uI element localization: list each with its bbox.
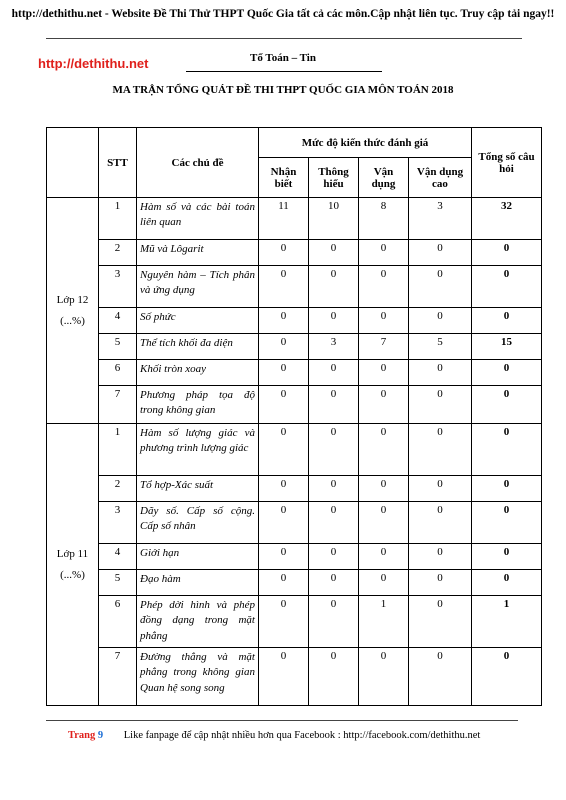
total-cell: 0 [472,570,542,596]
level-count-cell: 0 [309,424,359,476]
topic-cell: Đường thẳng và mặt phẳng trong không gian Quan hệ song song [137,648,259,706]
table-row [47,596,542,648]
department-underline [186,71,382,72]
level-count-cell: 0 [259,648,309,706]
stt-cell: 7 [99,386,137,424]
level-count-cell: 3 [409,198,472,240]
exam-matrix-table [46,127,542,706]
level-count-cell: 0 [359,476,409,502]
level-count-cell: 0 [259,596,309,648]
level-count-cell: 0 [309,596,359,648]
level-count-cell: 0 [409,424,472,476]
stt-cell: 5 [99,334,137,360]
stt-cell: 4 [99,544,137,570]
level-count-cell: 0 [409,360,472,386]
stt-cell: 6 [99,596,137,648]
grade-cell [47,424,99,706]
stt-cell: 2 [99,240,137,266]
level-count-cell: 0 [309,544,359,570]
stt-cell: 6 [99,360,137,386]
table-row [47,334,542,360]
table-row [47,502,542,544]
total-cell: 0 [472,240,542,266]
stt-cell: 3 [99,266,137,308]
table-row [47,266,542,308]
total-cell: 0 [472,476,542,502]
header-level-3: Vận dụng [359,158,409,198]
level-count-cell: 0 [409,502,472,544]
page-number: 9 [97,730,104,741]
level-count-cell: 0 [359,502,409,544]
level-count-cell: 0 [359,544,409,570]
table-row [47,648,542,706]
table-row [47,476,542,502]
total-cell: 15 [472,334,542,360]
level-count-cell: 0 [259,544,309,570]
level-count-cell: 0 [359,308,409,334]
level-count-cell: 0 [409,596,472,648]
department-label: Tổ Toán – Tin [250,52,316,64]
level-count-cell: 0 [409,476,472,502]
table-row [47,386,542,424]
stt-cell: 4 [99,308,137,334]
level-count-cell: 5 [409,334,472,360]
level-count-cell: 0 [359,360,409,386]
level-count-cell: 0 [309,308,359,334]
level-count-cell: 0 [309,386,359,424]
level-count-cell: 0 [259,240,309,266]
grade-cell [47,198,99,424]
level-count-cell: 0 [409,544,472,570]
level-count-cell: 0 [359,240,409,266]
level-count-cell: 0 [409,648,472,706]
topic-cell: Đạo hàm [137,570,259,596]
level-count-cell: 0 [409,570,472,596]
matrix-body [47,198,542,706]
grade-label: Lớp 11 [56,547,89,560]
header-level-2: Thông hiểu [309,158,359,198]
header-blank-cell [47,128,99,198]
header-level-group: Mức độ kiến thức đánh giá [259,128,472,158]
grade-percent: (...%) [60,314,85,327]
total-cell: 0 [472,424,542,476]
level-count-cell: 8 [359,198,409,240]
level-count-cell: 0 [259,502,309,544]
level-count-cell: 11 [259,198,309,240]
table-row [47,240,542,266]
header-total: Tổng số câu hỏi [472,128,542,198]
site-link[interactable]: http://dethithu.net [38,56,149,71]
topic-cell: Dãy số. Cấp số cộng. Cấp số nhân [137,502,259,544]
level-count-cell: 0 [409,266,472,308]
header-level-4: Vận dụng cao [409,158,472,198]
level-count-cell: 10 [309,198,359,240]
grade-label: Lớp 12 [56,293,89,306]
header-rule [46,38,522,39]
document-title: MA TRẬN TỔNG QUÁT ĐỀ THI THPT QUỐC GIA MÔN TOÁN 2018 [112,84,454,96]
level-count-cell: 0 [259,476,309,502]
level-count-cell: 0 [309,266,359,308]
table-row [47,308,542,334]
level-count-cell: 0 [259,386,309,424]
total-cell: 1 [472,596,542,648]
stt-cell: 5 [99,570,137,596]
stt-cell: 2 [99,476,137,502]
topic-cell: Hàm số lượng giác và phương trình lượng giác [137,424,259,476]
level-count-cell: 0 [309,648,359,706]
topic-cell: Khối tròn xoay [137,360,259,386]
level-count-cell: 0 [259,308,309,334]
stt-cell: 1 [99,198,137,240]
level-count-cell: 0 [309,570,359,596]
topic-cell: Nguyên hàm – Tích phân và ứng dụng [137,266,259,308]
level-count-cell: 0 [259,570,309,596]
topic-cell: Hàm số và các bài toán liên quan [137,198,259,240]
topic-cell: Thể tích khối đa diện [137,334,259,360]
level-count-cell: 0 [359,570,409,596]
header-topic: Các chủ đề [137,128,259,198]
level-count-cell: 0 [409,240,472,266]
total-cell: 32 [472,198,542,240]
topic-cell: Mũ và Lôgarit [137,240,259,266]
total-cell: 0 [472,502,542,544]
level-count-cell: 0 [359,424,409,476]
topic-cell: Giới hạn [137,544,259,570]
level-count-cell: 7 [359,334,409,360]
total-cell: 0 [472,360,542,386]
total-cell: 0 [472,648,542,706]
page-footer [68,730,480,741]
table-row [47,570,542,596]
level-count-cell: 0 [409,386,472,424]
total-cell: 0 [472,544,542,570]
level-count-cell: 0 [259,360,309,386]
level-count-cell: 0 [359,648,409,706]
topic-cell: Phép dời hình và phép đồng dạng trong mặt phẳng [137,596,259,648]
table-row [47,424,542,476]
level-count-cell: 0 [309,360,359,386]
level-count-cell: 0 [259,334,309,360]
level-count-cell: 0 [409,308,472,334]
topic-cell: Phương pháp tọa độ trong không gian [137,386,259,424]
total-cell: 0 [472,386,542,424]
grade-percent: (...%) [60,568,85,581]
level-count-cell: 3 [309,334,359,360]
level-count-cell: 0 [359,266,409,308]
topic-cell: Số phức [137,308,259,334]
level-count-cell: 0 [359,386,409,424]
level-count-cell: 0 [259,424,309,476]
top-banner: http://dethithu.net - Website Đề Thi Thử THPT Quốc Gia tất cả các môn.Cập nhật liên tục. Truy cập tải ngay!! [11,8,555,20]
header-level-1: Nhận biết [259,158,309,198]
total-cell: 0 [472,266,542,308]
footer-text: Like fanpage để cập nhật nhiều hơn qua Facebook : http://facebook.com/dethithu.net [123,730,481,741]
stt-cell: 3 [99,502,137,544]
level-count-cell: 0 [259,266,309,308]
header-stt: STT [99,128,137,198]
table-row [47,360,542,386]
level-count-cell: 1 [359,596,409,648]
level-count-cell: 0 [309,240,359,266]
total-cell: 0 [472,308,542,334]
topic-cell: Tổ hợp-Xác suất [137,476,259,502]
page-label: Trang [68,730,96,741]
page-indicator [68,730,103,741]
level-count-cell: 0 [309,502,359,544]
level-count-cell: 0 [309,476,359,502]
table-row [47,544,542,570]
stt-cell: 7 [99,648,137,706]
footer-rule [46,720,518,721]
stt-cell: 1 [99,424,137,476]
table-row [47,198,542,240]
